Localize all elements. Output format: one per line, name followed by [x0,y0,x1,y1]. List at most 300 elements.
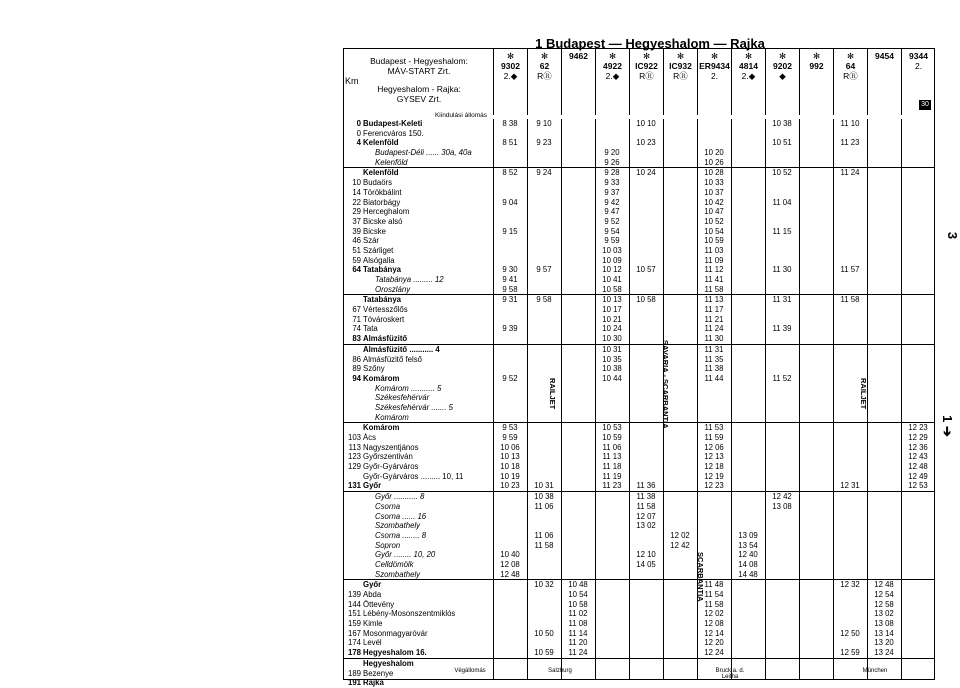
footer-dest-3: München [862,668,888,674]
timetable-row [343,550,935,560]
timetable-row [343,570,935,580]
row-time: 11 30 [704,334,724,344]
row-km: 4 [356,138,361,148]
row-station: Öttevény [363,599,395,609]
train-number: IC932 [669,61,692,71]
row-time: 9 33 [604,178,620,188]
timetable-row [343,217,935,227]
timetable-row [343,294,935,305]
row-time: 11 58 [636,501,656,511]
row-km: 151 [347,609,361,619]
row-time: 12 24 [704,648,724,658]
railjet-label-2: RAILJET [859,378,868,410]
timetable-row [343,452,935,462]
operator-line-3: Hegyeshalom - Rajka: [377,84,461,94]
train-number: 4922 [603,61,622,71]
row-time: 10 17 [602,305,622,315]
column-divider [799,119,800,679]
row-time: 11 03 [704,245,724,255]
train-column-header [901,49,935,115]
footer-dest-2: Bruck a. d. Leitha [715,668,745,680]
row-time: 10 30 [602,334,622,344]
row-time: 12 07 [636,511,656,521]
row-km: 37 [352,216,361,226]
train-number: 64 [845,61,856,71]
row-time: 11 06 [534,501,554,511]
row-time: 10 35 [602,354,622,364]
row-time: 10 52 [704,216,724,226]
row-station: Budapest-Keleti [363,119,423,128]
row-km: 67 [352,305,361,315]
row-time: 12 42 [772,492,792,502]
row-time: 11 38 [704,364,724,374]
row-station: Almásfüzitő [363,334,408,344]
timetable-row [343,384,935,394]
row-time: 11 21 [704,314,724,324]
row-time: 11 48 [704,580,724,590]
train-note: 2.◆ [605,71,620,81]
column-divider [765,119,766,679]
row-station: Oroszlány [375,284,411,294]
train-note: 2.◆ [503,71,518,81]
row-time: 10 21 [602,314,622,324]
operator-line-1: Budapest - Hegyeshalom: [370,56,468,66]
timetable-row [343,374,935,384]
train-note: RⓇ [639,71,654,81]
row-station: Székesfehérvár ....... 5 [375,402,454,412]
timetable-row [343,119,935,129]
row-time: 10 48 [568,580,588,590]
row-time: 12 32 [840,580,860,590]
train-column-header [765,49,799,115]
row-time: 13 08 [772,501,792,511]
row-time: 9 58 [502,284,518,294]
row-time: 9 15 [502,226,518,236]
column-divider [527,119,528,679]
train-symbol: ✻ [812,51,821,61]
print-info-margin [0,0,24,687]
train-symbol: ✻ [710,51,719,61]
row-time: 12 54 [874,590,894,599]
row-time: 11 57 [840,265,860,275]
timetable-row [343,658,935,669]
train-column-header [731,49,765,115]
row-time: 12 23 [704,481,724,491]
train-column-header [867,49,901,115]
scarbantia-label: SCARBANTIA [696,552,705,602]
row-time: 9 37 [604,187,620,197]
row-km: 139 [347,590,361,599]
row-time: 11 58 [840,295,860,305]
timetable-row [343,579,935,590]
row-time: 10 38 [534,492,554,502]
train-number: 9344 [909,51,928,61]
row-time: 11 06 [602,442,622,452]
timetable-row [343,364,935,374]
row-time: 12 02 [704,609,724,619]
origin-label: Kiindulási állomás [434,112,487,119]
train-number: ER9434 [699,61,730,71]
row-km: 39 [352,226,361,236]
row-time: 10 13 [500,452,520,462]
row-time: 11 09 [704,255,724,265]
row-station: Kelenföld [375,157,408,167]
row-time: 10 58 [568,599,588,609]
row-time: 11 14 [568,628,588,638]
row-time: 12 19 [704,471,724,481]
row-time: 11 08 [568,619,588,629]
row-time: 14 08 [738,559,758,569]
row-time: 10 18 [500,462,520,472]
row-station: Biatorbágy [363,197,401,207]
train-note: 2. [710,71,719,81]
row-time: 11 31 [772,295,792,305]
row-time: 9 57 [536,265,552,275]
row-time: 13 09 [738,530,758,540]
timetable-row [343,462,935,472]
row-km: 46 [352,236,361,246]
row-km: 86 [352,354,361,364]
row-time: 12 42 [670,540,690,550]
timetable-row [343,648,935,658]
row-time: 10 10 [636,119,656,128]
row-time: 10 06 [500,442,520,452]
row-station: Ács [363,433,376,442]
row-station: Mosonmagyaróvár [363,628,428,638]
row-time: 12 36 [908,442,928,452]
row-station: Kelenföld [363,168,399,178]
row-time: 12 58 [874,599,894,609]
train-column-header [595,49,629,115]
train-symbol: ✻ [642,51,651,61]
row-station: Csorna ...... 16 [375,511,427,521]
row-time: 12 08 [704,619,724,629]
row-time: 10 03 [602,245,622,255]
table-ref-box: 30 [919,100,931,110]
row-station: Bicske [363,226,386,236]
timetable-row [343,678,935,688]
row-km: 0 [356,119,361,128]
row-time: 10 52 [772,168,792,178]
row-time: 11 06 [534,530,554,540]
train-number: 992 [809,61,824,71]
timetable-row [343,629,935,639]
row-time: 10 58 [602,284,622,294]
operator-info [345,50,493,116]
row-time: 11 35 [704,354,724,364]
row-time: 10 59 [534,648,554,658]
row-station: Bicske alsó [363,216,403,226]
timetable-row [343,305,935,315]
train-symbol: ✻ [676,51,685,61]
column-divider [561,119,562,679]
train-note: RⓇ [537,71,552,81]
timetable-row [343,491,935,502]
row-time: 9 53 [502,423,518,433]
timetable-rows [343,119,935,688]
row-km: 131 [347,481,361,491]
row-station: Ferencváros 150. [363,128,424,138]
timetable-row [343,355,935,365]
timetable-row [343,198,935,208]
row-time: 11 44 [704,373,724,383]
row-time: 12 02 [670,530,690,540]
row-station: Szombathely [375,521,421,531]
timetable-row [343,560,935,570]
row-station: Tata [363,324,378,334]
row-station: Tatabánya ......... 12 [375,275,444,284]
row-time: 10 31 [534,481,554,491]
timetable-row [343,422,935,433]
train-column-header [697,49,731,115]
row-km: 103 [347,433,361,442]
row-time: 10 41 [602,275,622,284]
row-time: 11 12 [704,265,724,275]
row-time: 11 18 [602,462,622,472]
row-km: 10 [352,178,361,188]
row-time: 10 51 [772,138,792,148]
row-time: 12 48 [500,569,520,579]
row-station: Almásfüzitő ........... 4 [363,344,440,354]
train-column-header [493,49,527,115]
row-time: 10 58 [636,295,656,305]
row-station: Győr ........... 8 [375,492,425,502]
row-time: 11 58 [534,540,554,550]
row-station: Csorna [375,501,401,511]
row-time: 10 12 [602,265,622,275]
row-time: 9 04 [502,197,518,207]
row-time: 13 24 [874,648,894,658]
row-time: 10 59 [704,236,724,246]
row-time: 9 47 [604,207,620,217]
row-time: 11 23 [840,138,860,148]
row-time: 9 59 [502,433,518,442]
timetable-row [343,619,935,629]
timetable-row [343,403,935,413]
train-number: 62 [539,61,550,71]
row-time: 9 39 [502,324,518,334]
timetable-row [343,256,935,266]
row-time: 12 23 [908,423,928,433]
timetable-row [343,178,935,188]
timetable-row [343,609,935,619]
row-time: 11 30 [772,265,792,275]
footer-dest-1: Salzburg [548,668,572,674]
timetable-row [343,413,935,423]
column-divider [493,119,494,679]
row-time: 10 44 [602,373,622,383]
row-time: 10 13 [602,295,622,305]
timetable-row [343,138,935,148]
row-time: 12 49 [908,471,928,481]
page-number: 3 [944,231,960,240]
row-time: 13 20 [874,638,894,648]
row-station: Győr ........ 10, 20 [375,550,436,560]
row-km: 129 [347,462,361,472]
timetable-row [343,285,935,295]
row-time: 11 53 [704,423,724,433]
train-symbol: ✻ [744,51,753,61]
row-km: 191 [347,678,361,688]
column-divider [595,119,596,679]
row-time: 11 31 [704,344,724,354]
row-time: 9 20 [604,148,620,158]
train-number: 9202 [773,61,792,71]
row-station: Komárom [375,412,409,422]
timetable-row [343,638,935,648]
row-time: 11 20 [568,638,588,648]
row-station: Győr-Gyárváros [363,462,419,472]
print-info-text [0,352,1,673]
timetable-row [343,188,935,198]
train-note: 2.◆ [741,71,756,81]
row-station: Almásfüzitő felső [363,354,422,364]
row-station: Komárom [363,423,400,433]
row-time: 14 48 [738,569,758,579]
row-time: 12 18 [704,462,724,472]
row-station: Tatabánya [363,265,401,275]
row-time: 9 52 [604,216,620,226]
row-time: 11 59 [704,433,724,442]
train-symbol: ✻ [846,51,855,61]
timetable-row [343,344,935,355]
row-time: 9 54 [604,226,620,236]
timetable-row [343,481,935,491]
row-time: 14 05 [636,559,656,569]
row-station: Győrszentiván [363,452,413,462]
column-divider [731,119,732,679]
timetable-row [343,541,935,551]
row-time: 10 59 [602,433,622,442]
row-time: 9 58 [536,295,552,305]
row-time: 10 38 [602,364,622,374]
row-time: 12 48 [874,580,894,590]
row-station: Sopron [375,540,401,550]
timetable-row [343,148,935,158]
row-station: Győr [363,580,382,590]
row-time: 9 24 [536,168,552,178]
row-km: 29 [352,207,361,217]
row-station: Levél [363,638,382,648]
row-km: 0 [356,128,361,138]
timetable-row [343,207,935,217]
row-time: 8 51 [502,138,518,148]
row-km: 83 [352,334,361,344]
row-station: Győr-Gyárváros ......... 10, 11 [363,471,464,481]
row-time: 11 24 [840,168,860,178]
row-time: 10 23 [500,481,520,491]
row-time: 12 40 [738,550,758,560]
row-station: Szőny [363,364,385,374]
row-station: Székesfehérvár [375,393,430,403]
row-km: 22 [352,197,361,207]
row-time: 10 09 [602,255,622,265]
row-km: 89 [352,364,361,374]
timetable-row [343,600,935,610]
row-time: 13 02 [636,521,656,531]
timetable-row [343,315,935,325]
row-station: Alsógalla [363,255,395,265]
row-station: Csorna ........ 8 [375,530,427,540]
row-time: 9 30 [502,265,518,275]
train-symbol: ✻ [608,51,617,61]
row-time: 12 20 [704,638,724,648]
timetable-row [343,334,935,344]
row-time: 11 24 [704,324,724,334]
row-time: 11 39 [772,324,792,334]
row-km: 51 [352,245,361,255]
row-time: 11 10 [840,119,860,128]
row-time: 10 31 [602,344,622,354]
row-km: 189 [347,668,361,678]
train-number: IC922 [635,61,658,71]
row-time: 11 02 [568,609,588,619]
row-time: 11 54 [704,590,724,599]
row-time: 12 59 [840,648,860,658]
row-station: Szárliget [363,245,394,255]
train-note: ◆ [779,71,786,81]
row-km: 71 [352,314,361,324]
row-station: Szombathely [375,569,421,579]
train-note: 2. [914,61,923,71]
row-time: 11 38 [636,492,656,502]
row-time: 12 14 [704,628,724,638]
row-time: 11 24 [568,648,588,658]
row-station: Hegyeshalom 16. [363,648,427,658]
row-time: 10 38 [772,119,792,128]
column-divider [833,119,834,679]
row-km: 178 [347,648,361,658]
row-time: 11 52 [772,373,792,383]
timetable-row [343,512,935,522]
row-time: 12 10 [636,550,656,560]
train-number: 9454 [875,51,894,61]
row-km: 14 [352,187,361,197]
timetable-row [343,502,935,512]
timetable-row [343,324,935,334]
row-station: Lébény-Mosonszentmiklós [363,609,456,619]
column-divider [629,119,630,679]
row-time: 12 43 [908,452,928,462]
column-divider [901,119,902,679]
row-station: Budapest-Déli ...... 30a, 40a [375,148,472,158]
row-station: Hegyeshalom [363,658,414,668]
row-km: 144 [347,599,361,609]
row-station: Tóvároskert [363,314,405,324]
row-time: 10 54 [704,226,724,236]
row-time: 11 19 [602,471,622,481]
row-time: 12 06 [704,442,724,452]
row-time: 11 58 [704,599,724,609]
row-station: Nagyszentjános [363,442,419,452]
row-station: Győr [363,481,382,491]
row-time: 13 14 [874,628,894,638]
row-station: Vértesszőlős [363,305,408,315]
row-time: 8 38 [502,119,518,128]
row-station: Abda [363,590,382,599]
row-time: 13 54 [738,540,758,550]
timetable-row [343,443,935,453]
row-station: Kimle [363,619,383,629]
row-time: 11 58 [704,284,724,294]
row-time: 12 48 [908,462,928,472]
timetable-row [343,246,935,256]
row-time: 11 13 [602,452,622,462]
operator-line-2: MÁV-START Zrt. [387,66,451,76]
row-time: 9 31 [502,295,518,305]
railjet-label-1: RAILJET [548,378,557,410]
train-column-header [527,49,561,115]
